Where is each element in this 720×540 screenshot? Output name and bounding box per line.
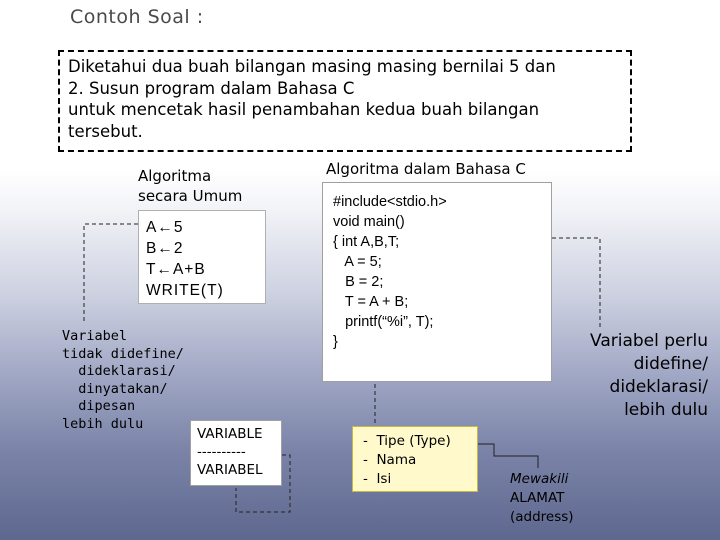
algo-line: A←5: [146, 219, 184, 236]
question-line: Diketahui dua buah bilangan masing masing bernilai 5 dan: [68, 57, 556, 76]
variable-line: ----------: [197, 444, 246, 460]
code-line: { int A,B,T;: [333, 234, 400, 250]
code-line: printf(“%i”, T);: [333, 314, 434, 330]
variable-line: VARIABEL: [197, 462, 263, 478]
tipe-nama-isi-box: [352, 426, 478, 492]
label-line: Algoritma: [138, 167, 212, 185]
code-line: #include<stdio.h>: [333, 194, 447, 210]
note-line: dipesan: [62, 398, 136, 414]
algo-line: WRITE(T): [146, 282, 224, 299]
mewakili-connector: [478, 444, 538, 468]
tipe-line: - Nama: [363, 452, 417, 468]
note-line: lebih dulu: [624, 400, 708, 420]
question-line: tersebut.: [68, 121, 143, 141]
code-line: }: [333, 334, 338, 350]
label-line: secara Umum: [138, 187, 243, 205]
code-line: B = 2;: [333, 274, 384, 290]
variable-box: [190, 420, 282, 486]
variabel-tidak-didefine-note: [62, 328, 184, 433]
note-line: didefine/: [633, 354, 708, 374]
note-line: dideklarasi/: [62, 363, 176, 379]
algoritma-umum-box: [138, 210, 266, 304]
tipe-line: - Isi: [363, 471, 392, 487]
note-line: Mewakili: [510, 471, 569, 487]
note-line: Variabel: [62, 328, 128, 344]
code-line: A = 5;: [333, 254, 382, 270]
variable-line: VARIABLE: [197, 426, 263, 442]
right-dashed-connector: [552, 238, 600, 330]
note-line: (address): [510, 509, 574, 525]
left-dashed-connector: [84, 224, 138, 322]
c-code-box: [322, 182, 552, 382]
note-line: tidak didefine/: [62, 345, 184, 362]
tipe-line: - Tipe (Type): [363, 433, 451, 449]
question-box: [58, 50, 632, 152]
question-line: 2. Susun program dalam Bahasa C: [68, 78, 355, 98]
note-line: dideklarasi/: [609, 377, 708, 397]
code-line: T = A + B;: [333, 294, 409, 310]
note-line: Variabel perlu: [590, 331, 708, 351]
variabel-perlu-didefine-note: [568, 330, 708, 422]
note-line: ALAMAT: [510, 490, 565, 506]
slide-title: Contoh Soal :: [70, 6, 204, 28]
note-line: lebih dulu: [62, 415, 144, 432]
code-line: void main(): [333, 214, 405, 230]
algo-line: B←2: [146, 240, 184, 257]
algo-line: T←A+B: [146, 261, 206, 278]
question-line: untuk mencetak hasil penambahan kedua buah bilangan: [68, 100, 540, 119]
algoritma-umum-label: [138, 166, 242, 206]
note-line: dinyatakan/: [62, 380, 168, 397]
algoritma-c-label: Algoritma dalam Bahasa C: [326, 160, 526, 178]
mewakili-alamat-note: [510, 470, 574, 527]
